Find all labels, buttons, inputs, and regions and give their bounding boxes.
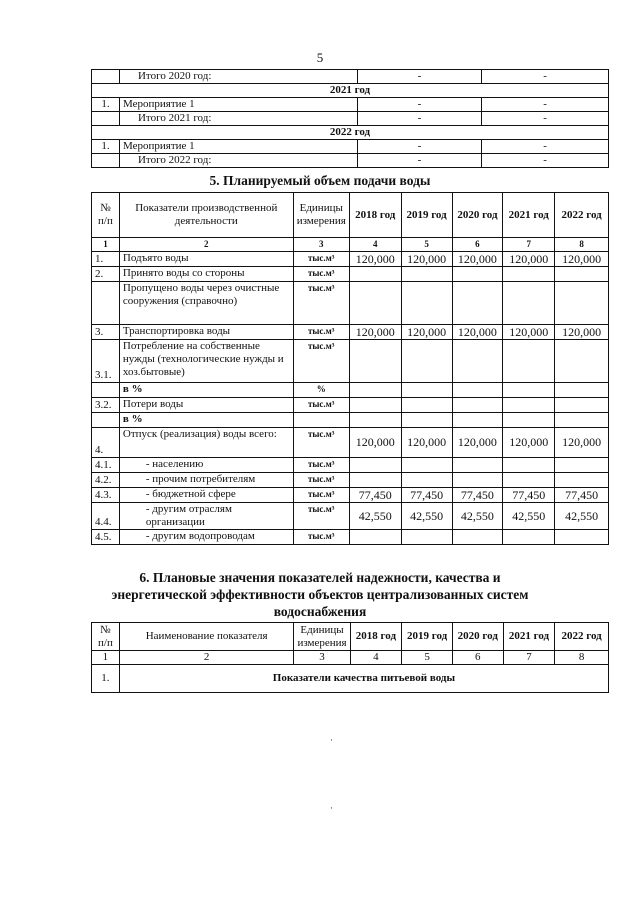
- value-cell: [349, 473, 401, 488]
- value-cell: [555, 413, 609, 428]
- value-cell: [349, 398, 401, 413]
- indicator-name: Пропущено воды через очистные сооружения (справочно): [119, 282, 293, 325]
- unit: тыс.м³: [293, 267, 349, 282]
- value-cell: [503, 383, 555, 398]
- s6-column-number: 4: [350, 651, 402, 665]
- activity-value: -: [357, 140, 482, 154]
- row-num: [92, 154, 120, 168]
- s6-column-numbers-row: [92, 651, 609, 665]
- value-cell: [555, 383, 609, 398]
- unit: тыс.м³: [293, 252, 349, 267]
- value-cell: [401, 383, 452, 398]
- row-num: [92, 413, 120, 428]
- value-cell: 42,550: [401, 503, 452, 530]
- indicator-name: Отпуск (реализация) воды всего:: [119, 428, 293, 458]
- value-cell: [401, 413, 452, 428]
- value-cell: 120,000: [401, 428, 452, 458]
- unit: [293, 413, 349, 428]
- unit: тыс.м³: [293, 503, 349, 530]
- value-cell: [349, 383, 401, 398]
- table-row: [92, 282, 609, 325]
- indicator-name: - прочим потребителям: [119, 473, 293, 488]
- activity-name: Итого 2021 год:: [119, 112, 357, 126]
- section-6-title-line1: 6. Плановые значения показателей надежности, качества и: [139, 570, 501, 585]
- value-cell: [401, 530, 452, 545]
- value-cell: 77,450: [503, 488, 555, 503]
- indicator-name: Транспортировка воды: [119, 325, 293, 340]
- indicators-table: [91, 622, 609, 693]
- header-indicator: Показатели производственной деятельности: [119, 193, 293, 238]
- table-row: [92, 340, 609, 383]
- activity-row: [92, 140, 609, 154]
- s6-group-num: 1.: [92, 665, 120, 693]
- header-2018: 2018 год: [349, 193, 401, 238]
- activity-value: -: [482, 154, 609, 168]
- row-num: [92, 282, 120, 325]
- activity-row: [92, 154, 609, 168]
- value-cell: [503, 458, 555, 473]
- value-cell: [452, 473, 503, 488]
- value-cell: [503, 473, 555, 488]
- unit: тыс.м³: [293, 488, 349, 503]
- indicator-name: в %: [119, 413, 293, 428]
- value-cell: [349, 530, 401, 545]
- activity-value: -: [357, 98, 482, 112]
- table-row: [92, 398, 609, 413]
- value-cell: [401, 458, 452, 473]
- unit: тыс.м³: [293, 398, 349, 413]
- activity-name: Мероприятие 1: [119, 140, 357, 154]
- value-cell: [452, 458, 503, 473]
- header-num: № п/п: [92, 193, 120, 238]
- row-num: 3.1.: [92, 340, 120, 383]
- activity-value: -: [357, 70, 482, 84]
- unit: тыс.м³: [293, 530, 349, 545]
- table-row: [92, 383, 609, 398]
- value-cell: [555, 473, 609, 488]
- activity-value: -: [482, 112, 609, 126]
- column-number: 3: [293, 238, 349, 252]
- unit: тыс.м³: [293, 428, 349, 458]
- value-cell: [503, 340, 555, 383]
- value-cell: 120,000: [555, 252, 609, 267]
- value-cell: [555, 267, 609, 282]
- value-cell: [452, 413, 503, 428]
- row-num: 4.3.: [92, 488, 120, 503]
- row-num: [92, 112, 120, 126]
- row-num: 1.: [92, 140, 120, 154]
- value-cell: 120,000: [503, 252, 555, 267]
- header-2019: 2019 год: [401, 193, 452, 238]
- table-row: [92, 413, 609, 428]
- activity-row: [92, 98, 609, 112]
- column-numbers-row: [92, 238, 609, 252]
- value-cell: 120,000: [349, 325, 401, 340]
- value-cell: [401, 473, 452, 488]
- s6-header-2021: 2021 год: [503, 623, 555, 651]
- s6-header-2019: 2019 год: [402, 623, 453, 651]
- section-6-title-line2: энергетической эффективности объектов централизованных систем: [111, 587, 529, 602]
- value-cell: 77,450: [349, 488, 401, 503]
- indicator-name: - другим водопроводам: [119, 530, 293, 545]
- year-label: 2022 год: [92, 126, 609, 140]
- value-cell: 120,000: [555, 428, 609, 458]
- year-label: 2021 год: [92, 84, 609, 98]
- table-row: [92, 530, 609, 545]
- activity-value: -: [482, 98, 609, 112]
- s6-header-indicator: Наименование показателя: [119, 623, 294, 651]
- row-num: 4.1.: [92, 458, 120, 473]
- s6-column-number: 7: [503, 651, 555, 665]
- value-cell: 120,000: [503, 325, 555, 340]
- indicator-name: - населению: [119, 458, 293, 473]
- value-cell: [555, 398, 609, 413]
- unit: тыс.м³: [293, 340, 349, 383]
- s6-column-number: 6: [452, 651, 503, 665]
- row-num: 4.: [92, 428, 120, 458]
- table-row: [92, 458, 609, 473]
- header-2020: 2020 год: [452, 193, 503, 238]
- header-unit: Единицы измерения: [293, 193, 349, 238]
- indicator-name: Потери воды: [119, 398, 293, 413]
- s6-header-2020: 2020 год: [452, 623, 503, 651]
- value-cell: 120,000: [555, 325, 609, 340]
- year-row: [92, 126, 609, 140]
- value-cell: 77,450: [401, 488, 452, 503]
- indicator-name: Потребление на собственные нужды (технологические нужды и хоз.бытовые): [119, 340, 293, 383]
- table-row: [92, 503, 609, 530]
- indicator-name: - другим отраслям организации: [119, 503, 293, 530]
- value-cell: [555, 530, 609, 545]
- value-cell: 42,550: [555, 503, 609, 530]
- value-cell: 120,000: [452, 252, 503, 267]
- table-row: [92, 428, 609, 458]
- activity-value: -: [482, 140, 609, 154]
- value-cell: 42,550: [452, 503, 503, 530]
- row-num: 1.: [92, 252, 120, 267]
- value-cell: [503, 530, 555, 545]
- activity-value: -: [357, 154, 482, 168]
- header-2021: 2021 год: [503, 193, 555, 238]
- value-cell: [349, 413, 401, 428]
- value-cell: [401, 267, 452, 282]
- value-cell: [349, 340, 401, 383]
- s6-group-label: Показатели качества питьевой воды: [119, 665, 608, 693]
- activity-name: Итого 2022 год:: [119, 154, 357, 168]
- value-cell: 120,000: [452, 428, 503, 458]
- unit: тыс.м³: [293, 325, 349, 340]
- table-row: [92, 488, 609, 503]
- value-cell: [452, 383, 503, 398]
- header-2022: 2022 год: [555, 193, 609, 238]
- value-cell: 42,550: [503, 503, 555, 530]
- page-mark: ·: [330, 803, 333, 813]
- page-mark: ·: [330, 735, 333, 745]
- s6-header-num: № п/п: [92, 623, 120, 651]
- section-5-title: 5. Планируемый объем подачи воды: [209, 173, 431, 188]
- unit: %: [293, 383, 349, 398]
- row-num: 4.4.: [92, 503, 120, 530]
- row-num: 3.2.: [92, 398, 120, 413]
- column-number: 6: [452, 238, 503, 252]
- value-cell: [401, 282, 452, 325]
- activity-value: -: [482, 70, 609, 84]
- value-cell: 42,550: [349, 503, 401, 530]
- s6-column-number: 1: [92, 651, 120, 665]
- value-cell: 120,000: [401, 252, 452, 267]
- table-row: [92, 252, 609, 267]
- table-row: [92, 325, 609, 340]
- value-cell: [503, 413, 555, 428]
- value-cell: [555, 458, 609, 473]
- water-supply-table: [91, 192, 609, 545]
- row-num: 4.2.: [92, 473, 120, 488]
- activity-name: Итого 2020 год:: [119, 70, 357, 84]
- value-cell: [503, 267, 555, 282]
- row-num: [92, 383, 120, 398]
- activity-name: Мероприятие 1: [119, 98, 357, 112]
- value-cell: [503, 398, 555, 413]
- unit: тыс.м³: [293, 458, 349, 473]
- activity-row: [92, 70, 609, 84]
- year-row: [92, 84, 609, 98]
- indicator-name: Подъято воды: [119, 252, 293, 267]
- value-cell: [503, 282, 555, 325]
- s6-header-2022: 2022 год: [555, 623, 609, 651]
- row-num: 1.: [92, 98, 120, 112]
- value-cell: 120,000: [503, 428, 555, 458]
- column-number: 8: [555, 238, 609, 252]
- value-cell: 120,000: [349, 428, 401, 458]
- s6-column-number: 8: [555, 651, 609, 665]
- value-cell: [555, 340, 609, 383]
- indicator-name: - бюджетной сфере: [119, 488, 293, 503]
- table-row: [92, 267, 609, 282]
- value-cell: [452, 267, 503, 282]
- activity-value: -: [357, 112, 482, 126]
- activity-row: [92, 112, 609, 126]
- s6-column-number: 3: [294, 651, 350, 665]
- section-6-title-line3: водоснабжения: [273, 604, 367, 619]
- value-cell: [452, 282, 503, 325]
- row-num: 4.5.: [92, 530, 120, 545]
- s6-column-number: 5: [402, 651, 453, 665]
- s6-header-2018: 2018 год: [350, 623, 402, 651]
- value-cell: 77,450: [555, 488, 609, 503]
- s6-column-number: 2: [119, 651, 294, 665]
- activities-table: [91, 69, 609, 168]
- indicator-name: в %: [119, 383, 293, 398]
- value-cell: [452, 340, 503, 383]
- value-cell: [349, 282, 401, 325]
- value-cell: [452, 398, 503, 413]
- value-cell: 120,000: [401, 325, 452, 340]
- row-num: 2.: [92, 267, 120, 282]
- table-row: [92, 473, 609, 488]
- column-number: 5: [401, 238, 452, 252]
- value-cell: [401, 340, 452, 383]
- value-cell: [401, 398, 452, 413]
- column-number: 4: [349, 238, 401, 252]
- value-cell: [349, 458, 401, 473]
- page-number: 5: [316, 50, 324, 65]
- column-number: 7: [503, 238, 555, 252]
- row-num: 3.: [92, 325, 120, 340]
- value-cell: [555, 282, 609, 325]
- value-cell: [452, 530, 503, 545]
- s6-header-unit: Единицы измерения: [294, 623, 350, 651]
- value-cell: 77,450: [452, 488, 503, 503]
- unit: тыс.м³: [293, 282, 349, 325]
- row-num: [92, 70, 120, 84]
- value-cell: 120,000: [452, 325, 503, 340]
- column-number: 1: [92, 238, 120, 252]
- indicator-name: Принято воды со стороны: [119, 267, 293, 282]
- value-cell: 120,000: [349, 252, 401, 267]
- column-number: 2: [119, 238, 293, 252]
- value-cell: [349, 267, 401, 282]
- unit: тыс.м³: [293, 473, 349, 488]
